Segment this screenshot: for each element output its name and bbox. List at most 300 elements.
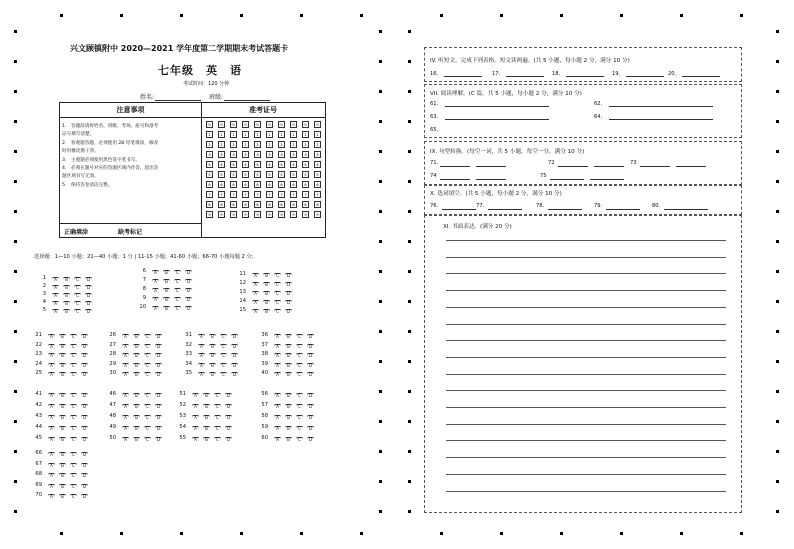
exam-digit-bubble[interactable]: 4: [278, 161, 285, 168]
choice-bubble[interactable]: B: [209, 363, 216, 367]
exam-digit-bubble[interactable]: 8: [290, 201, 297, 208]
choice-bubble[interactable]: B: [285, 353, 292, 357]
choice-bubble[interactable]: C: [214, 426, 221, 430]
choice-bubble[interactable]: B: [209, 344, 216, 348]
choice-bubble[interactable]: D: [232, 343, 237, 349]
choice-bubble[interactable]: B: [133, 426, 140, 430]
answer-blank[interactable]: [444, 76, 482, 77]
choice-bubble[interactable]: D: [82, 437, 87, 442]
choice-bubble[interactable]: D: [232, 372, 237, 377]
choice-bubble[interactable]: C: [144, 353, 151, 357]
choice-bubble[interactable]: B: [163, 306, 170, 310]
choice-bubble[interactable]: C: [144, 334, 151, 338]
choice-bubble[interactable]: D: [232, 334, 237, 339]
absent-mark-label[interactable]: 缺考标记: [118, 228, 143, 236]
choice-bubble[interactable]: C: [70, 452, 77, 456]
choice-bubble[interactable]: D: [286, 291, 291, 296]
choice-bubble[interactable]: D: [308, 404, 313, 409]
exam-digit-bubble[interactable]: 1: [302, 131, 309, 138]
choice-bubble[interactable]: A: [122, 372, 129, 376]
choice-bubble[interactable]: B: [133, 415, 140, 419]
choice-bubble[interactable]: D: [86, 293, 91, 298]
choice-bubble[interactable]: C: [214, 415, 221, 419]
choice-bubble[interactable]: A: [122, 344, 129, 348]
exam-digit-bubble[interactable]: 4: [242, 161, 249, 168]
choice-bubble[interactable]: D: [286, 309, 291, 314]
choice-bubble[interactable]: B: [133, 334, 140, 338]
choice-bubble[interactable]: B: [63, 277, 70, 281]
choice-bubble[interactable]: A: [48, 344, 55, 348]
exam-digit-bubble[interactable]: 5: [230, 171, 237, 178]
choice-bubble[interactable]: D: [308, 343, 313, 349]
choice-bubble[interactable]: B: [59, 363, 66, 367]
exam-digit-bubble[interactable]: 1: [206, 131, 213, 138]
choice-bubble[interactable]: C: [174, 270, 181, 274]
choice-bubble[interactable]: B: [133, 404, 140, 408]
choice-bubble[interactable]: A: [52, 309, 59, 313]
choice-bubble[interactable]: A: [198, 372, 205, 376]
answer-blank[interactable]: [609, 106, 713, 107]
choice-bubble[interactable]: A: [52, 301, 59, 305]
writing-line[interactable]: [446, 407, 726, 408]
answer-blank[interactable]: [506, 76, 544, 77]
choice-bubble[interactable]: C: [274, 300, 281, 304]
exam-digit-bubble[interactable]: 3: [314, 151, 321, 158]
choice-bubble[interactable]: A: [274, 426, 281, 430]
choice-bubble[interactable]: C: [296, 344, 303, 348]
choice-bubble[interactable]: C: [70, 372, 77, 376]
exam-digit-bubble[interactable]: 6: [266, 181, 273, 188]
answer-blank[interactable]: [566, 76, 604, 77]
writing-line[interactable]: [446, 374, 726, 375]
answer-blank[interactable]: [445, 119, 549, 120]
choice-bubble[interactable]: B: [59, 473, 66, 477]
exam-digit-bubble[interactable]: 6: [230, 181, 237, 188]
choice-bubble[interactable]: D: [186, 306, 191, 311]
choice-bubble[interactable]: D: [82, 393, 87, 398]
choice-bubble[interactable]: C: [70, 404, 77, 408]
choice-bubble[interactable]: A: [192, 404, 199, 408]
exam-digit-bubble[interactable]: 9: [278, 211, 285, 218]
choice-bubble[interactable]: C: [70, 363, 77, 367]
choice-bubble[interactable]: A: [48, 426, 55, 430]
exam-digit-bubble[interactable]: 9: [314, 211, 321, 218]
choice-bubble[interactable]: D: [308, 415, 313, 420]
exam-digit-bubble[interactable]: 7: [206, 191, 213, 198]
choice-bubble[interactable]: C: [296, 393, 303, 397]
exam-digit-bubble[interactable]: 8: [230, 201, 237, 208]
choice-bubble[interactable]: A: [48, 372, 55, 376]
choice-bubble[interactable]: C: [220, 363, 227, 367]
choice-bubble[interactable]: B: [263, 309, 270, 313]
choice-bubble[interactable]: A: [198, 334, 205, 338]
choice-bubble[interactable]: B: [63, 301, 70, 305]
writing-line[interactable]: [446, 357, 726, 358]
exam-digit-bubble[interactable]: 5: [278, 171, 285, 178]
choice-bubble[interactable]: A: [122, 353, 129, 357]
choice-bubble[interactable]: C: [70, 437, 77, 441]
exam-digit-bubble[interactable]: 8: [242, 201, 249, 208]
exam-digit-bubble[interactable]: 0: [254, 121, 261, 128]
exam-digit-bubble[interactable]: 8: [278, 201, 285, 208]
choice-bubble[interactable]: A: [274, 372, 281, 376]
choice-bubble[interactable]: C: [214, 437, 221, 441]
writing-line[interactable]: [446, 424, 726, 425]
exam-digit-bubble[interactable]: 5: [254, 171, 261, 178]
exam-digit-bubble[interactable]: 3: [206, 151, 213, 158]
choice-bubble[interactable]: B: [163, 288, 170, 292]
choice-bubble[interactable]: A: [192, 437, 199, 441]
choice-bubble[interactable]: C: [274, 273, 281, 277]
choice-bubble[interactable]: A: [252, 273, 259, 277]
exam-digit-bubble[interactable]: 9: [230, 211, 237, 218]
choice-bubble[interactable]: D: [226, 393, 231, 398]
exam-digit-bubble[interactable]: 3: [218, 151, 225, 158]
exam-digit-bubble[interactable]: 1: [278, 131, 285, 138]
exam-digit-bubble[interactable]: 6: [302, 181, 309, 188]
exam-digit-bubble[interactable]: 4: [206, 161, 213, 168]
exam-digit-bubble[interactable]: 5: [242, 171, 249, 178]
writing-line[interactable]: [446, 257, 726, 258]
answer-blank[interactable]: [440, 166, 470, 167]
choice-bubble[interactable]: D: [186, 288, 191, 293]
exam-digit-bubble[interactable]: 0: [302, 121, 309, 128]
exam-digit-bubble[interactable]: 4: [230, 161, 237, 168]
choice-bubble[interactable]: A: [48, 463, 55, 467]
exam-digit-bubble[interactable]: 5: [302, 171, 309, 178]
choice-bubble[interactable]: A: [252, 309, 259, 313]
choice-bubble[interactable]: C: [70, 473, 77, 477]
exam-digit-bubble[interactable]: 0: [314, 121, 321, 128]
exam-digit-bubble[interactable]: 3: [266, 151, 273, 158]
exam-digit-bubble[interactable]: 1: [254, 131, 261, 138]
choice-bubble[interactable]: D: [156, 437, 161, 442]
choice-bubble[interactable]: D: [86, 309, 91, 314]
answer-blank[interactable]: [488, 209, 522, 210]
choice-bubble[interactable]: B: [203, 404, 210, 408]
exam-digit-bubble[interactable]: 1: [314, 131, 321, 138]
choice-bubble[interactable]: B: [285, 344, 292, 348]
exam-digit-bubble[interactable]: 1: [242, 131, 249, 138]
exam-digit-bubble[interactable]: 5: [266, 171, 273, 178]
choice-bubble[interactable]: C: [70, 426, 77, 430]
exam-digit-bubble[interactable]: 2: [242, 141, 249, 148]
choice-bubble[interactable]: D: [226, 415, 231, 420]
choice-bubble[interactable]: B: [285, 393, 292, 397]
choice-bubble[interactable]: D: [156, 353, 161, 358]
choice-bubble[interactable]: D: [232, 353, 237, 358]
exam-digit-bubble[interactable]: 7: [254, 191, 261, 198]
choice-bubble[interactable]: C: [296, 437, 303, 441]
choice-bubble[interactable]: A: [122, 363, 129, 367]
exam-digit-bubble[interactable]: 2: [254, 141, 261, 148]
choice-bubble[interactable]: A: [122, 404, 129, 408]
choice-bubble[interactable]: B: [263, 282, 270, 286]
choice-bubble[interactable]: A: [48, 334, 55, 338]
choice-bubble[interactable]: C: [174, 306, 181, 310]
exam-digit-bubble[interactable]: 6: [278, 181, 285, 188]
choice-bubble[interactable]: B: [59, 353, 66, 357]
exam-digit-bubble[interactable]: 0: [278, 121, 285, 128]
choice-bubble[interactable]: D: [286, 300, 291, 305]
choice-bubble[interactable]: A: [122, 393, 129, 397]
choice-bubble[interactable]: A: [52, 285, 59, 289]
choice-bubble[interactable]: A: [274, 363, 281, 367]
exam-digit-bubble[interactable]: 8: [254, 201, 261, 208]
answer-blank[interactable]: [682, 76, 720, 77]
exam-digit-bubble[interactable]: 9: [218, 211, 225, 218]
choice-bubble[interactable]: C: [296, 353, 303, 357]
exam-digit-bubble[interactable]: 6: [254, 181, 261, 188]
exam-digit-bubble[interactable]: 7: [278, 191, 285, 198]
exam-digit-bubble[interactable]: 2: [206, 141, 213, 148]
choice-bubble[interactable]: D: [308, 437, 313, 442]
answer-blank[interactable]: [445, 106, 549, 107]
choice-bubble[interactable]: C: [220, 344, 227, 348]
writing-line[interactable]: [446, 240, 726, 241]
choice-bubble[interactable]: A: [152, 270, 159, 274]
exam-digit-bubble[interactable]: 3: [290, 151, 297, 158]
exam-digit-bubble[interactable]: 1: [230, 131, 237, 138]
choice-bubble[interactable]: B: [163, 297, 170, 301]
choice-bubble[interactable]: A: [274, 393, 281, 397]
name-field[interactable]: [155, 93, 201, 101]
choice-bubble[interactable]: A: [274, 415, 281, 419]
choice-bubble[interactable]: B: [63, 285, 70, 289]
answer-blank[interactable]: [609, 119, 713, 120]
choice-bubble[interactable]: C: [74, 285, 81, 289]
exam-digit-bubble[interactable]: 6: [242, 181, 249, 188]
choice-bubble[interactable]: B: [209, 372, 216, 376]
choice-bubble[interactable]: A: [48, 452, 55, 456]
exam-digit-bubble[interactable]: 0: [206, 121, 213, 128]
choice-bubble[interactable]: A: [252, 300, 259, 304]
choice-bubble[interactable]: C: [74, 301, 81, 305]
exam-digit-bubble[interactable]: 8: [206, 201, 213, 208]
choice-bubble[interactable]: C: [70, 393, 77, 397]
choice-bubble[interactable]: B: [285, 404, 292, 408]
exam-digit-bubble[interactable]: 3: [302, 151, 309, 158]
choice-bubble[interactable]: A: [274, 334, 281, 338]
choice-bubble[interactable]: C: [144, 363, 151, 367]
exam-digit-bubble[interactable]: 4: [218, 161, 225, 168]
exam-digit-bubble[interactable]: 9: [290, 211, 297, 218]
choice-bubble[interactable]: C: [74, 277, 81, 281]
choice-bubble[interactable]: B: [163, 279, 170, 283]
choice-bubble[interactable]: B: [203, 437, 210, 441]
choice-bubble[interactable]: C: [220, 353, 227, 357]
writing-line[interactable]: [446, 290, 726, 291]
choice-bubble[interactable]: D: [82, 372, 87, 377]
exam-digit-bubble[interactable]: 5: [218, 171, 225, 178]
choice-bubble[interactable]: B: [263, 300, 270, 304]
choice-bubble[interactable]: B: [59, 426, 66, 430]
answer-blank[interactable]: [558, 166, 588, 167]
choice-bubble[interactable]: D: [286, 282, 291, 287]
choice-bubble[interactable]: C: [274, 282, 281, 286]
writing-line[interactable]: [446, 273, 726, 274]
writing-line[interactable]: [446, 324, 726, 325]
choice-bubble[interactable]: D: [186, 270, 191, 275]
choice-bubble[interactable]: B: [59, 415, 66, 419]
choice-bubble[interactable]: A: [152, 297, 159, 301]
choice-bubble[interactable]: B: [59, 334, 66, 338]
exam-digit-bubble[interactable]: 0: [230, 121, 237, 128]
writing-line[interactable]: [446, 457, 726, 458]
choice-bubble[interactable]: B: [63, 293, 70, 297]
exam-digit-bubble[interactable]: 0: [242, 121, 249, 128]
choice-bubble[interactable]: B: [263, 273, 270, 277]
choice-bubble[interactable]: A: [122, 334, 129, 338]
choice-bubble[interactable]: A: [152, 279, 159, 283]
choice-bubble[interactable]: B: [133, 437, 140, 441]
choice-bubble[interactable]: D: [232, 362, 237, 368]
choice-bubble[interactable]: B: [133, 372, 140, 376]
exam-digit-bubble[interactable]: 8: [218, 201, 225, 208]
choice-bubble[interactable]: C: [274, 291, 281, 295]
answer-blank[interactable]: [640, 166, 670, 167]
choice-bubble[interactable]: C: [70, 334, 77, 338]
class-field[interactable]: [224, 93, 270, 101]
choice-bubble[interactable]: A: [48, 437, 55, 441]
exam-digit-bubble[interactable]: 4: [302, 161, 309, 168]
choice-bubble[interactable]: B: [63, 309, 70, 313]
choice-bubble[interactable]: A: [274, 437, 281, 441]
choice-bubble[interactable]: B: [209, 334, 216, 338]
choice-bubble[interactable]: C: [296, 334, 303, 338]
choice-bubble[interactable]: C: [144, 404, 151, 408]
choice-bubble[interactable]: C: [174, 279, 181, 283]
choice-bubble[interactable]: D: [186, 297, 191, 302]
exam-digit-bubble[interactable]: 4: [314, 161, 321, 168]
choice-bubble[interactable]: D: [86, 277, 91, 282]
choice-bubble[interactable]: C: [70, 415, 77, 419]
choice-bubble[interactable]: A: [198, 363, 205, 367]
choice-bubble[interactable]: D: [156, 372, 161, 377]
answer-blank[interactable]: [606, 209, 640, 210]
choice-bubble[interactable]: B: [203, 415, 210, 419]
exam-digit-bubble[interactable]: 3: [254, 151, 261, 158]
answer-blank[interactable]: [550, 179, 584, 180]
choice-bubble[interactable]: D: [156, 334, 161, 339]
exam-digit-bubble[interactable]: 0: [290, 121, 297, 128]
choice-bubble[interactable]: D: [308, 353, 313, 358]
exam-digit-bubble[interactable]: 7: [230, 191, 237, 198]
exam-digit-bubble[interactable]: 9: [266, 211, 273, 218]
exam-digit-bubble[interactable]: 9: [206, 211, 213, 218]
exam-digit-bubble[interactable]: 6: [290, 181, 297, 188]
choice-bubble[interactable]: C: [296, 372, 303, 376]
choice-bubble[interactable]: C: [214, 393, 221, 397]
choice-bubble[interactable]: D: [82, 353, 87, 358]
exam-digit-bubble[interactable]: 8: [266, 201, 273, 208]
exam-digit-bubble[interactable]: 0: [266, 121, 273, 128]
choice-bubble[interactable]: B: [263, 291, 270, 295]
answer-blank[interactable]: [548, 209, 582, 210]
choice-bubble[interactable]: C: [174, 297, 181, 301]
choice-bubble[interactable]: D: [156, 426, 161, 431]
choice-bubble[interactable]: B: [209, 353, 216, 357]
choice-bubble[interactable]: D: [86, 285, 91, 290]
exam-digit-bubble[interactable]: 9: [242, 211, 249, 218]
choice-bubble[interactable]: B: [285, 372, 292, 376]
exam-digit-bubble[interactable]: 4: [254, 161, 261, 168]
exam-digit-bubble[interactable]: 9: [254, 211, 261, 218]
choice-bubble[interactable]: D: [156, 404, 161, 409]
answer-blank[interactable]: [442, 209, 476, 210]
choice-bubble[interactable]: C: [214, 404, 221, 408]
choice-bubble[interactable]: B: [59, 437, 66, 441]
exam-digit-bubble[interactable]: 2: [302, 141, 309, 148]
choice-bubble[interactable]: A: [192, 393, 199, 397]
choice-bubble[interactable]: A: [52, 277, 59, 281]
choice-bubble[interactable]: D: [82, 473, 87, 478]
choice-bubble[interactable]: B: [59, 404, 66, 408]
exam-digit-bubble[interactable]: 9: [302, 211, 309, 218]
exam-digit-bubble[interactable]: 3: [242, 151, 249, 158]
exam-digit-bubble[interactable]: 2: [230, 141, 237, 148]
choice-bubble[interactable]: A: [48, 484, 55, 488]
choice-bubble[interactable]: A: [122, 415, 129, 419]
choice-bubble[interactable]: C: [144, 415, 151, 419]
exam-digit-bubble[interactable]: 5: [206, 171, 213, 178]
choice-bubble[interactable]: B: [59, 372, 66, 376]
choice-bubble[interactable]: D: [308, 393, 313, 398]
choice-bubble[interactable]: A: [252, 282, 259, 286]
answer-blank[interactable]: [476, 166, 506, 167]
exam-digit-bubble[interactable]: 6: [206, 181, 213, 188]
choice-bubble[interactable]: A: [48, 404, 55, 408]
exam-digit-bubble[interactable]: 1: [290, 131, 297, 138]
choice-bubble[interactable]: D: [82, 426, 87, 431]
exam-digit-bubble[interactable]: 8: [302, 201, 309, 208]
choice-bubble[interactable]: A: [198, 344, 205, 348]
choice-bubble[interactable]: D: [82, 404, 87, 409]
choice-bubble[interactable]: B: [133, 363, 140, 367]
choice-bubble[interactable]: A: [192, 415, 199, 419]
exam-digit-bubble[interactable]: 7: [302, 191, 309, 198]
answer-blank[interactable]: [590, 179, 624, 180]
choice-bubble[interactable]: B: [59, 344, 66, 348]
choice-bubble[interactable]: A: [192, 426, 199, 430]
choice-bubble[interactable]: C: [144, 426, 151, 430]
choice-bubble[interactable]: B: [285, 437, 292, 441]
writing-line[interactable]: [446, 491, 726, 492]
exam-digit-bubble[interactable]: 7: [290, 191, 297, 198]
choice-bubble[interactable]: C: [70, 463, 77, 467]
choice-bubble[interactable]: C: [144, 437, 151, 441]
choice-bubble[interactable]: D: [156, 362, 161, 368]
exam-digit-bubble[interactable]: 3: [278, 151, 285, 158]
choice-bubble[interactable]: D: [82, 343, 87, 349]
choice-bubble[interactable]: C: [70, 344, 77, 348]
exam-digit-bubble[interactable]: 4: [266, 161, 273, 168]
choice-bubble[interactable]: C: [296, 426, 303, 430]
choice-bubble[interactable]: B: [59, 452, 66, 456]
exam-digit-bubble[interactable]: 5: [314, 171, 321, 178]
choice-bubble[interactable]: D: [82, 452, 87, 457]
writing-line[interactable]: [446, 307, 726, 308]
exam-digit-bubble[interactable]: 0: [218, 121, 225, 128]
choice-bubble[interactable]: C: [174, 288, 181, 292]
choice-bubble[interactable]: B: [203, 393, 210, 397]
choice-bubble[interactable]: D: [308, 362, 313, 368]
exam-digit-bubble[interactable]: 4: [290, 161, 297, 168]
choice-bubble[interactable]: C: [70, 494, 77, 498]
choice-bubble[interactable]: C: [220, 372, 227, 376]
choice-bubble[interactable]: D: [82, 415, 87, 420]
choice-bubble[interactable]: C: [70, 484, 77, 488]
